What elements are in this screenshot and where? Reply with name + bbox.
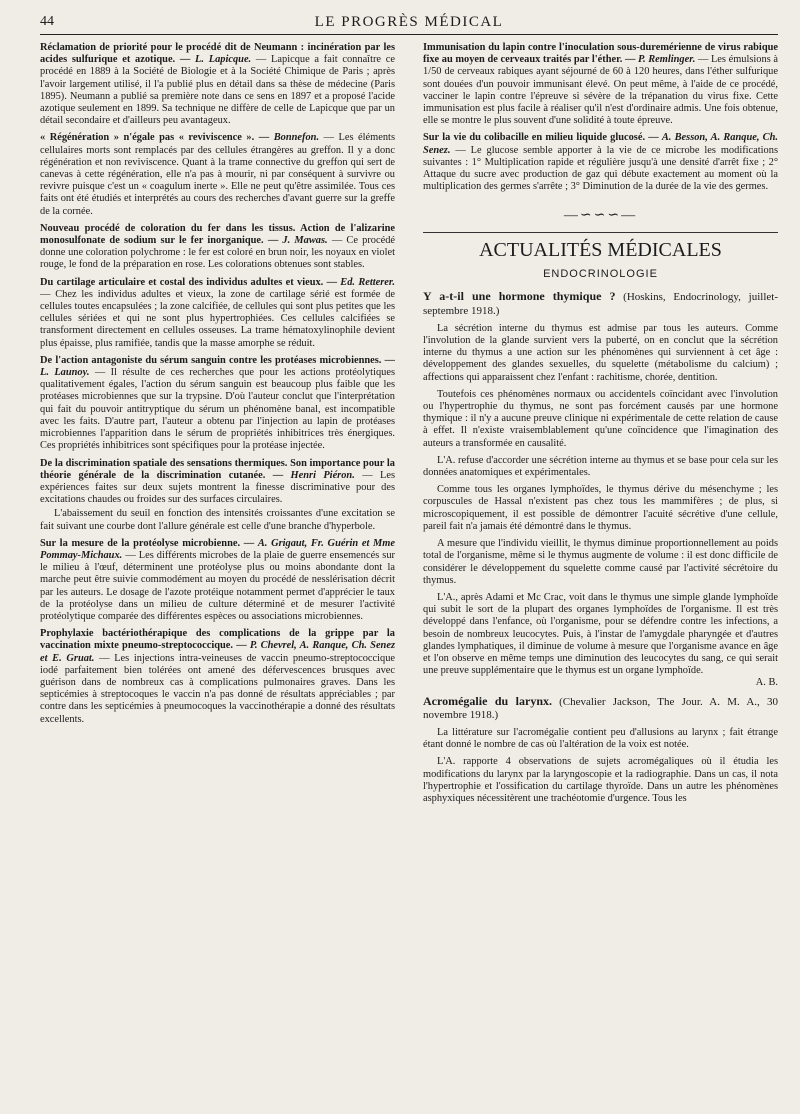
journal-title: LE PROGRÈS MÉDICAL	[314, 14, 504, 30]
review-entry: Du cartilage articulaire et costal des individus adultes et vieux. — Ed. Retterer. — Chez les individus adultes et vieux, la zone de cartilage sérié est formée de cellules toutes encapsulées ; la zone calcifiée, de cellules qui sont plus petites que les cellules sériées et qui ne sont plus hypertrophiées. Ces cellules calcifiées se transforment directement en cellules osseuses. La trame hématoxylinophile devient plus épaisse, plus ramifiée, tandis que la masse amorphe se réduit.	[40, 276, 395, 349]
ornament-divider: —∽∽∽—	[563, 208, 638, 224]
article-paragraph: Toutefois ces phénomènes normaux ou accidentels coïncidant avec l'involution ou l'hypertrophie du thymus, ne sont pas forcément causés par une hormone thymique : il n'y a aucune preuve clinique ni expérimentale de cette relation de cause à effet. Il n'existe vraisemblablement qu'une coïncidence que l'imagination des auteurs a transformée en causalité.	[423, 388, 778, 449]
article-heading: Y a-t-il une hormone thymique ? (Hoskins, Endocrinology, juillet-septembre 1918.)	[423, 289, 778, 317]
article-paragraph: Comme tous les organes lymphoïdes, le thymus dérive du mésenchyme ; les corpuscules de Hassal n'existent pas chez tous les mammifères ; de plus, si microscopiquement, il est possible de démontrer l'acuité sécrétive d'une cellule, pareil fait n'a jamais été démontré dans le thymus.	[423, 484, 778, 532]
review-paragraph: L'abaissement du seuil en fonction des intensités croissantes d'une excitation se fait suivant une courbe dont l'allure générale est celle d'une branche d'hyperbole.	[40, 508, 395, 532]
review-entry: De l'action antagoniste du sérum sanguin contre les protéases microbiennes. — L. Launoy. — Il résulte de ces recherches que pour les actions protéolytiques qualitativement égales, l'action du sérum sanguin est beaucoup plus faible que les protéases microbiennes que sur la trypsine. D'où l'auteur conclut que l'interprétation qui fait du pouvoir antitryptique du sérum un phénomène banal, est incompatible avec les faits. D'autre part, l'auteur a obtenu par l'injection au lapin de protéases microbiennes l'apparition dans le sérum de propriétés inhibitrices très énergiques. Ces propriétés inhibitrices sont spécifiques pour la protéase injectée.	[40, 354, 395, 452]
review-entry: Sur la mesure de la protéolyse microbienne. — A. Grigaut, Fr. Guérin et Mme Pommay-Michaux. — Les différents microbes de la plaie de guerre ensemencés sur le milieu à l'œuf, déterminent une protéolyse plus ou moins abondante dont la marche peut être suivie commodément au moyen du procédé de nesslérisation décrit par les auteurs. Le dosage de l'azote protéique notamment permet d'apprécier le taux de la protéolyse dans un milieu de culture déterminé et de mesurer l'activité protéolytique comparée des différentes espèces ou associations microbiennes.	[40, 537, 395, 622]
review-entry: Immunisation du lapin contre l'inoculation sous-duremérienne de virus rabique fixe au moyen de cerveaux traités par l'éther. — P. Remlinger. — Les émulsions à 1/50 de cerveaux rabiques ayant séjourné de 60 à 120 heures, dans l'éther sulfurique sont douées d'un pouvoir immunisant élevé. On peut même, à l'aide de ce procédé, vacciner le lapin contre l'épreuve si sévère de la trépanation du virus fixe. Cette immunisation est plus facile à réaliser qu'il n'est d'ordinaire admis. Une fois obtenue, elle se montre le plus souvent d'une solidité à toute épreuve.	[423, 42, 778, 127]
article-signature: A. B.	[755, 677, 778, 689]
review-entry: Réclamation de priorité pour le procédé dit de Neumann : incinération par les acides sulfurique et azotique. — L. Lapicque. — Lapicque a fait connaître ce procédé en 1889 à la Société de Biologie et à la Société Chimique de Paris ; après l'avoir largement utilisé, il l'a publié plus en détail dans sa thèse de médecine (Paris 1895). Neumann a publié sa première note dans ce sens en 1897 et a proposé l'acide azotique seulement en 1899. Sa technique ne diffère de celle de Lapicque que par un détail secondaire et d'ailleurs peu avantageux.	[40, 42, 395, 127]
review-entry: Prophylaxie bactériothérapique des complications de la grippe par la vaccination mixte pneumo-streptococcique. — P. Chevrel, A. Ranque, Ch. Senez et E. Gruat. — Les injections intra-veineuses de vaccin pneumo-streptococcique iodé parfaitement bien tolérées ont amené des défervescences brusques avec guérison dans de nombreux cas à complications pulmonaires graves. Dans les septicémies à streptocoques le vaccin n'a pas donné de résultats appréciables ; par contre dans les septicémies à pneumocoques la vaccinothérapie a donné des résultats excellents.	[40, 628, 395, 725]
page-header	[40, 12, 778, 35]
page-number: 44	[40, 14, 54, 29]
left-column	[40, 42, 395, 810]
review-entry: Sur la vie du colibacille en milieu liquide glucosé. — A. Besson, A. Ranque, Ch. Senez. — Le glucose semble apporter à la vie de ce microbe les modifications suivantes : 1° Multiplication rapide et régulière jusqu'à une densité d'arrêt fixe ; 2° Attaque du sucre avec production de gaz qui débute exactement au moment où la multiplication des germes s'arrête ; 3° Diminution de la durée de la vie des germes.	[423, 132, 778, 193]
review-entry: « Régénération » n'égale pas « reviviscence ». — Bonnefon. — Les éléments cellulaires morts sont remplacés par des cellules étrangères au greffon. Il y a donc régénération et non reviviscence. Quant à la trame connective du greffon qui sert de canevas à cette régénération, elle n'a pas à mourir, ni par conséquent à survivre ou revivre puisque c'est un « coagulum inerte ». Elle ne peut qu'être assimilée. Tous ces faits ont été étudiés et interprétés au cours des recherches d'avant guerre sur la greffe de la cornée.	[40, 132, 395, 217]
article-paragraph: La sécrétion interne du thymus est admise par tous les auteurs. Comme l'involution de la glande survient vers la puberté, on en conclut que la sécrétion interne du thymus a une action sur les phénomènes qui surviennent à cet âge : développement des glandes sexuelles, du squelette (métabolisme du calcium) ; affections qui apparaissent chez l'enfant : rachitisme, chorée, dentition.	[423, 322, 778, 383]
right-column	[423, 42, 778, 810]
subsection-title: ENDOCRINOLOGIE	[543, 268, 658, 281]
article-paragraph: L'A. rapporte 4 observations de sujets acromégaliques où il étudia les modifications du larynx par la laryngoscopie et la radiographie. Dans un cas, il nota l'hypertrophie et l'ossification du cartilage thyroïde. Dans un autre les phénomènes asphyxiques nécessitèrent une trachéotomie d'urgence. Tous les	[423, 756, 778, 804]
article-acromegaly	[423, 695, 778, 806]
article-paragraph: La littérature sur l'acromégalie contient peu d'allusions au larynx ; fait étrange étant donné le nombre de cas où l'altération de la voix est notée.	[423, 726, 778, 751]
article-heading: Acromégalie du larynx. (Chevalier Jackson, The Jour. A. M. A., 30 novembre 1918.)	[423, 693, 778, 721]
two-column-body	[40, 42, 778, 810]
article-paragraph: A mesure que l'individu vieillit, le thymus diminue proportionnellement au poids total de l'organisme, même si le thymus augmente de volume : il est donc difficile de considérer le développement du squelette comme causé par l'activité sécrétoire du thymus.	[423, 538, 778, 586]
article-paragraph: L'A. refuse d'accorder une sécrétion interne au thymus et se base pour cela sur les données anatomiques et expérimentales.	[423, 454, 778, 479]
article-thymus	[423, 290, 778, 689]
review-entry: Nouveau procédé de coloration du fer dans les tissus. Action de l'alizarine monosulfonate de sodium sur le fer inorganique. — J. Mawas. — Ce procédé donne une coloration polychrome : le fer est coloré en brun noir, les noyaux en violet rouge, le fond de la préparation en rose. Les colorations obtenues sont stables.	[40, 222, 395, 271]
section-title: ACTUALITÉS MÉDICALES	[423, 232, 778, 262]
review-entry: De la discrimination spatiale des sensations thermiques. Son importance pour la théorie générale de la discrimination cutanée. — Henri Piéron. — Les expériences faites sur deux sujets montrent la finesse discriminative pour des excitations chaudes ou froides sur des surfaces circulaires.	[40, 457, 395, 506]
article-paragraph: L'A., après Adami et Mc Crac, voit dans le thymus une simple glande lymphoïde qui subit le sort de la plupart des organes lymphoïdes de l'organisme. Il est très développé dans l'enfance, où l'organisme, pour se défendre contre les infections, a besoin de nombreux leucocytes. Puis, à l'instar de l'amygdale pharyngée et d'autres glandes lymphatiques, il diminue de volume à mesure que l'organisme avance en âge et l'on observe en même temps une diminution des leucocytes du sang, ce qui serait une preuve supplémentaire que le thymus est un organe lymphoïde.	[423, 591, 778, 677]
